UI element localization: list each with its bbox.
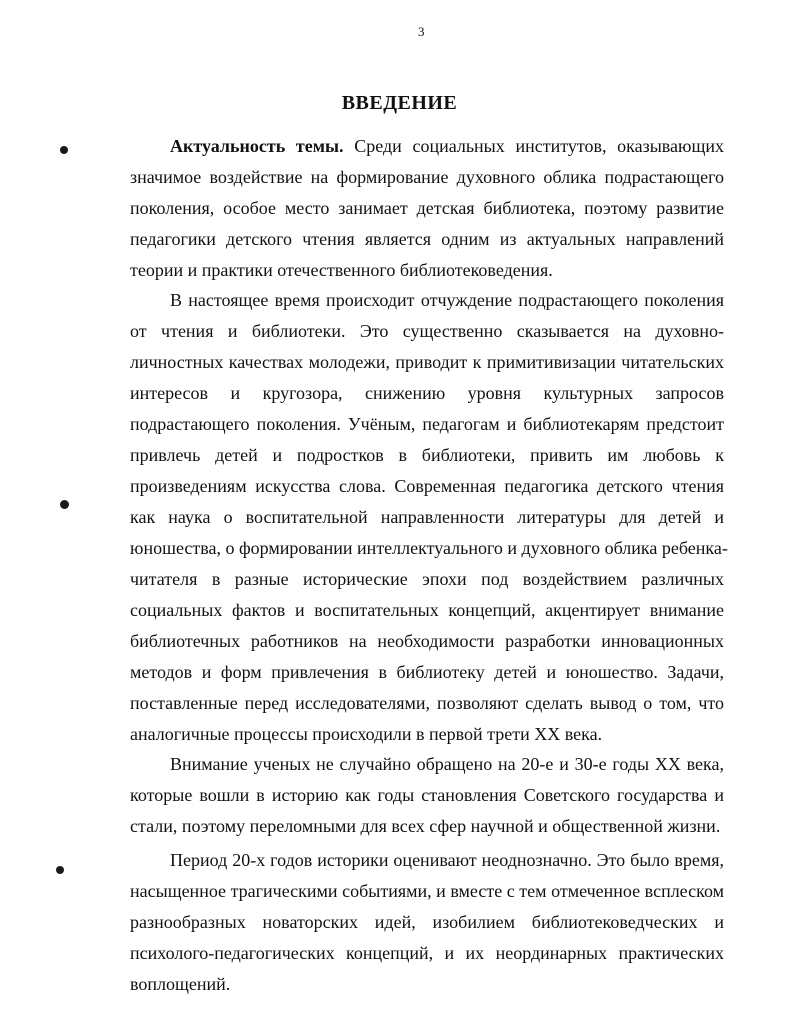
paragraph-line: привлечь детей и подростков в библиотеки, привить им любовь к [130, 445, 724, 465]
paragraph-line: поставленные перед исследователями, позволяют сделать вывод о том, что [130, 693, 724, 713]
paragraph-line: произведениям искусства слова. Современная педагогика детского чтения [130, 476, 724, 496]
paragraph-line: В настоящее время происходит отчуждение подрастающего поколения [170, 290, 724, 310]
paragraph-line-text: Среди социальных институтов, оказывающих [354, 136, 724, 156]
paragraph-line [170, 132, 724, 160]
paragraph-line: юношества, о формировании интеллектуального и духовного облика ребенка- [130, 538, 728, 558]
paragraph-line: воплощений. [130, 974, 231, 994]
paragraph-line: от чтения и библиотеки. Это существенно сказывается на духовно- [130, 321, 724, 341]
paragraph-line: поколения, особое место занимает детская библиотека, поэтому развитие [130, 198, 724, 218]
paragraph-line: подрастающего поколения. Учёным, педагогам и библиотекарям предстоит [130, 414, 724, 434]
scan-mark [60, 500, 69, 509]
paragraph-line: теории и практики отечественного библиотековедения. [130, 260, 553, 280]
paragraph-line: социальных фактов и воспитательных концепций, акцентирует внимание [130, 600, 724, 620]
paragraph-line: интересов и кругозора, снижению уровня культурных запросов [130, 383, 724, 403]
paragraph-line: библиотечных работников на необходимости разработки инновационных [130, 631, 724, 651]
scan-mark [60, 146, 68, 154]
paragraph-line: насыщенное трагическими событиями, и вместе с тем отмеченное всплеском [130, 881, 724, 901]
paragraph-line: Внимание ученых не случайно обращено на 20-е и 30-е годы XX века, [170, 754, 724, 774]
paragraph-lead: Актуальность темы. [170, 136, 344, 156]
page-heading: ВВЕДЕНИЕ [341, 92, 458, 114]
paragraph-line: читателя в разные исторические эпохи под воздействием различных [130, 569, 724, 589]
page-number: 3 [418, 24, 425, 39]
paragraph-line: как наука о воспитательной направленности литературы для детей и [130, 507, 724, 527]
paragraph-line: Период 20-х годов историки оценивают неоднозначно. Это было время, [170, 850, 724, 870]
paragraph-line: разнообразных новаторских идей, изобилием библиотековедческих и [130, 912, 724, 932]
scan-mark [56, 866, 64, 874]
paragraph-line: методов и форм привлечения в библиотеку детей и юношество. Задачи, [130, 662, 724, 682]
paragraph-line: значимое воздействие на формирование духовного облика подрастающего [130, 167, 724, 187]
paragraph-line: личностных качествах молодежи, приводит к примитивизации читательских [130, 352, 724, 372]
paragraph-line: психолого-педагогических концепций, и их неординарных практических [130, 943, 724, 963]
paragraph-line: педагогики детского чтения является одним из актуальных направлений [130, 229, 724, 249]
paragraph-line: аналогичные процессы происходили в первой трети XX века. [130, 724, 603, 744]
paragraph-line: стали, поэтому переломными для всех сфер научной и общественной жизни. [130, 816, 721, 836]
paragraph-line: которые вошли в историю как годы становления Советского государства и [130, 785, 724, 805]
